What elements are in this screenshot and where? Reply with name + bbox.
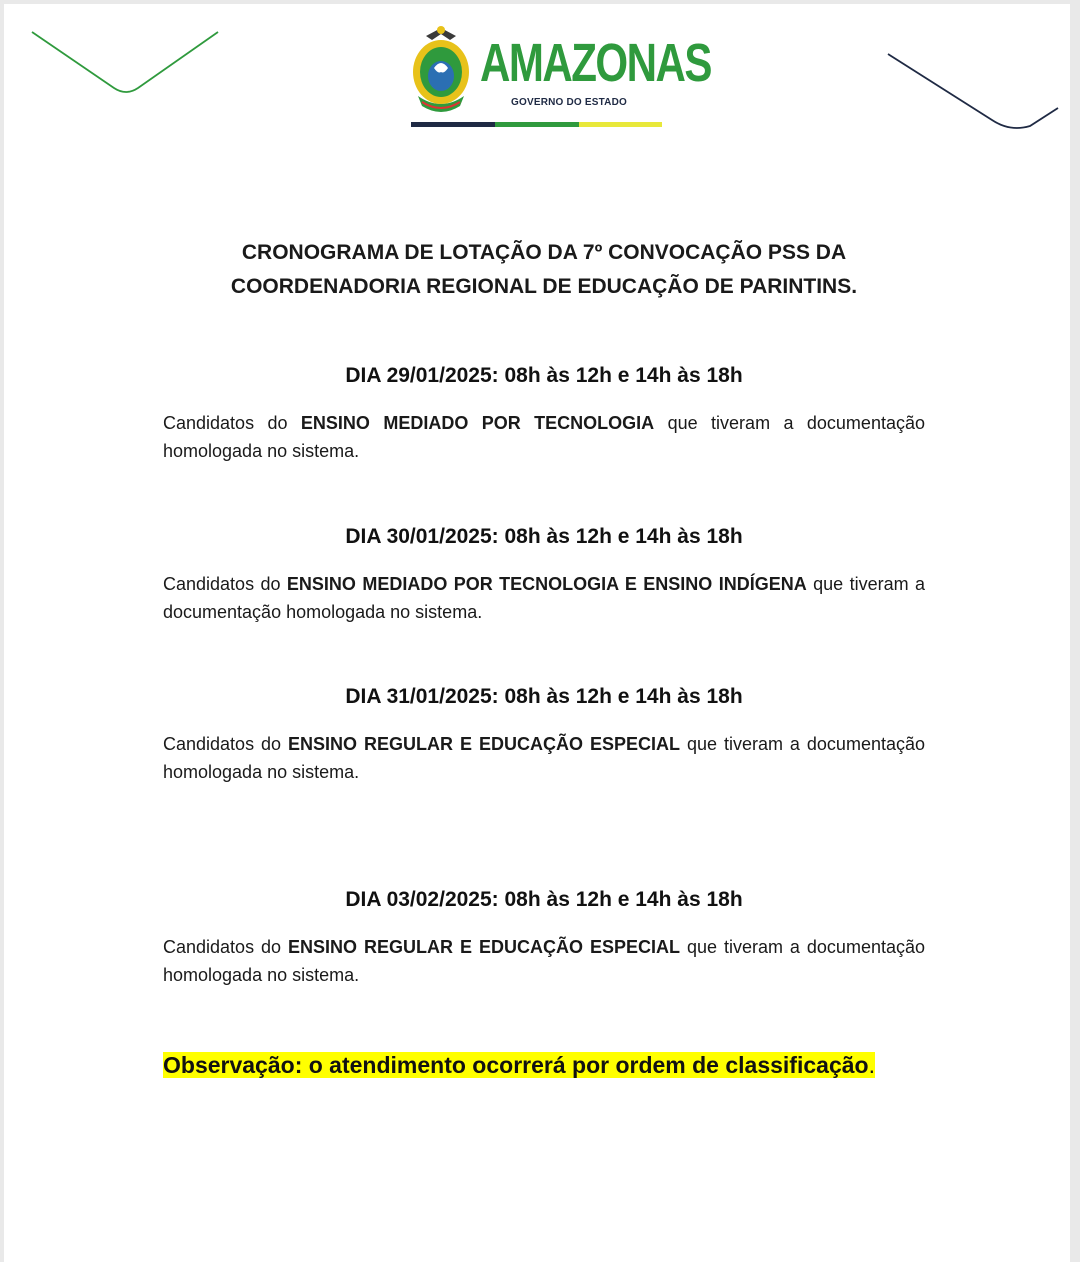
- schedule-day-description: Candidatos do ENSINO REGULAR E EDUCAÇÃO ESPECIAL que tiveram a documentação homologada no sistema.: [163, 734, 925, 782]
- title-line-1: CRONOGRAMA DE LOTAÇÃO DA 7º CONVOCAÇÃO PSS DA: [241, 241, 847, 264]
- schedule-day-heading: DIA 29/01/2025: 08h às 12h e 14h às 18h: [345, 364, 743, 387]
- observation-highlight: Observação: o atendimento ocorrerá por ordem de classificação: [163, 1052, 869, 1078]
- observation-note: Observação: o atendimento ocorrerá por ordem de classificação.: [163, 1052, 875, 1078]
- navy-stripe: [411, 122, 495, 127]
- schedule-day-heading: DIA 30/01/2025: 08h às 12h e 14h às 18h: [345, 525, 743, 548]
- document-page: [4, 4, 1070, 1262]
- modality-name: ENSINO REGULAR E EDUCAÇÃO ESPECIAL: [288, 734, 680, 754]
- document-title: [154, 236, 934, 304]
- schedule-day-heading: DIA 31/01/2025: 08h às 12h e 14h às 18h: [345, 685, 743, 708]
- modality-name: ENSINO MEDIADO POR TECNOLOGIA E ENSINO INDÍGENA: [286, 574, 807, 594]
- schedule-day-description: Candidatos do ENSINO MEDIADO POR TECNOLOGIA que tiveram a documentação homologada no sistema.: [163, 413, 925, 461]
- schedule-day-description: Candidatos do ENSINO REGULAR E EDUCAÇÃO ESPECIAL que tiveram a documentação homologada no sistema.: [163, 937, 925, 985]
- yellow-stripe: [579, 122, 662, 127]
- coat-of-arms-icon: [408, 22, 474, 118]
- schedule-day-heading: DIA 03/02/2025: 08h às 12h e 14h às 18h: [345, 888, 743, 911]
- title-line-2: COORDENADORIA REGIONAL DE EDUCAÇÃO DE PARINTINS.: [230, 275, 858, 298]
- government-subtitle: GOVERNO DO ESTADO: [511, 97, 628, 108]
- green-stripe: [495, 122, 579, 127]
- schedule-day-description: Candidatos do ENSINO MEDIADO POR TECNOLOGIA E ENSINO INDÍGENA que tiveram a documentação homologada no sistema.: [163, 574, 925, 622]
- modality-name: ENSINO REGULAR E EDUCAÇÃO ESPECIAL: [288, 937, 680, 957]
- amazonas-logo: [408, 22, 711, 132]
- modality-name: ENSINO MEDIADO POR TECNOLOGIA: [300, 413, 655, 433]
- navy-corner-line: [884, 50, 1064, 134]
- green-corner-line: [30, 28, 226, 100]
- state-name: AMAZONAS: [480, 33, 711, 93]
